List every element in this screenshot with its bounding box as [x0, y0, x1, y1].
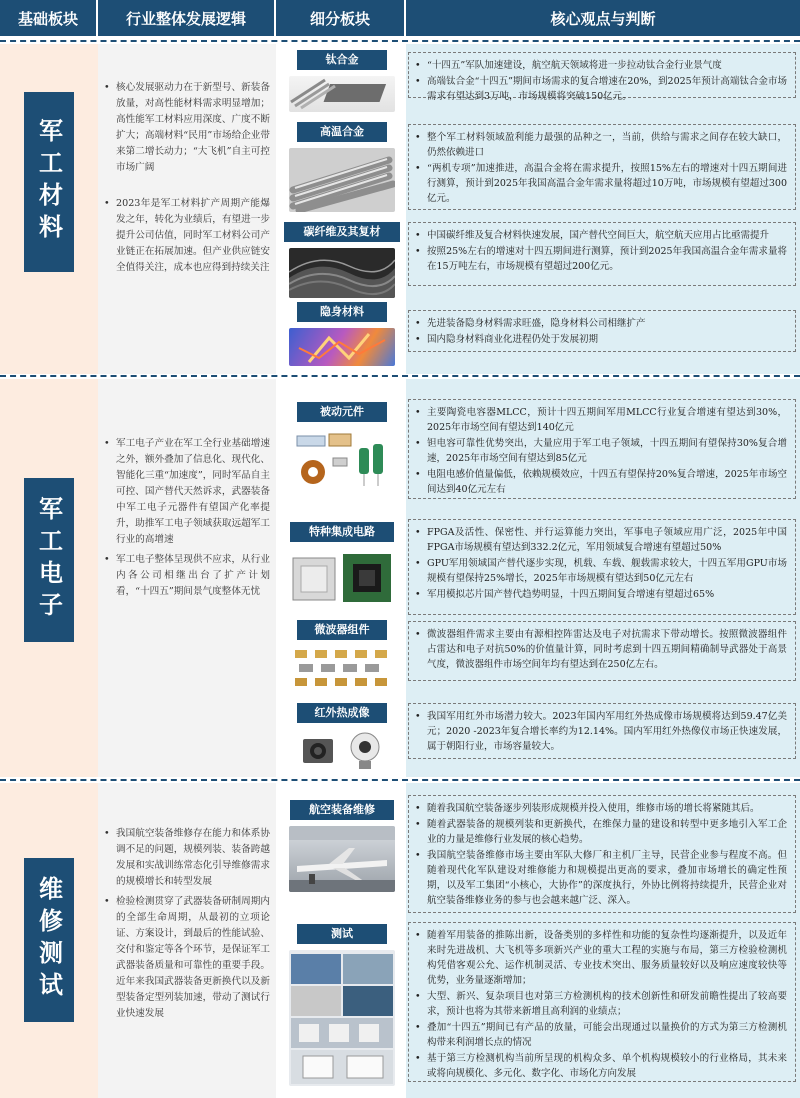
- views-carbon-fiber: [408, 222, 796, 286]
- view-point: • 大型、新兴、复杂项目也对第三方检测机构的技术创新性和研发前瞻性提出了较高要求，预计也将为其带来新增且高利润的业绩点；: [415, 989, 787, 1019]
- logic-materials: [104, 80, 270, 296]
- table-header: [0, 0, 800, 36]
- section-title-materials: 军工材料: [24, 92, 74, 272]
- logic-point: • 检验检测贯穿了武器装备研制周期内的全部生命周期，从最初的立项论证、方案设计，到最后的性能试验、交付和鉴定等各个环节，是保证军工武器装备质量和可靠性的重要手段。近年来我国武器装备更新换代以及新型装备定型列装加速，带动了测试行业快速发展: [104, 894, 270, 1022]
- ic-chips-image: [289, 548, 395, 608]
- infrared-camera-image: [289, 729, 395, 771]
- alloy-rods-image: [289, 148, 395, 212]
- section-title-electronics: 军工电子: [24, 478, 74, 642]
- view-point: • FPGA及活性、保密性、并行运算能力突出，军事电子领域应用广泛，2025年中国FPGA市场规模有望达到332.2亿元，军用领域复合增速有望超过50%: [415, 525, 787, 555]
- view-point: • 中国碳纤维及复合材料快速发展，国产替代空间巨大，航空航天应用占比亟需提升: [415, 228, 787, 243]
- sub-sector-testing: [282, 924, 402, 1086]
- view-point: • 钽电容可靠性优势突出，大量应用于军工电子领域，十四五期间有望保持30%复合增速，2025年市场空间有望达到85亿元: [415, 436, 787, 466]
- sub-sector-title: 红外热成像: [297, 703, 387, 723]
- view-point: • 电阻电感价值量偏低，依赖规模效应，十四五有望保持20%复合增速，2025年市场空间达到40亿元左右: [415, 467, 787, 497]
- titanium-bars-image: [289, 76, 395, 112]
- logic-point: • 2023年是军工材料扩产周期产能爆发之年，转化为业绩后，有望进一步提升公司估值，同时军工材料公司产业链正在拓展加速。但产业供应链安全值得关注，成本也应得到持续关注: [104, 196, 270, 276]
- sub-sector-title: 测试: [297, 924, 387, 944]
- sub-sector-title: 隐身材料: [297, 302, 387, 322]
- stealth-material-image: [289, 328, 395, 366]
- passive-components-image: [289, 428, 395, 490]
- view-point: • 高端钛合金“十四五”期间市场需求的复合增速在20%，到2025年预计高端钛合金市场需求有望达到3万吨，市场规模将突破150亿元。: [415, 74, 787, 104]
- view-point: • 随着军用装备的推陈出新，设备类别的多样性和功能的复杂性均逐渐提升，以及近年来时先进战机、大飞机等多项新兴产业的重大工程的实施与布局，第三方检验检测机构凭借客观公允、运作机制灵活、专业技术突出、服务质量较好以及响应速度较快等优势，业务量逐渐增加；: [415, 928, 787, 988]
- logic-point: • 我国航空装备维修存在能力和体系协调不足的问题，规模列装、装备跨越发展和实战训练常态化引导维修需求的规模增长和转型发展: [104, 826, 270, 890]
- sub-sector-infrared: [282, 703, 402, 771]
- logic-point: • 核心发展驱动力在于新型号、新装备放量，对高性能材料需求明显增加；高性能军工材料应用深度、广度不断扩大；高端材料“民用”市场给企业带来第二增长动力；“大飞机”自主可控市场广阔: [104, 80, 270, 176]
- views-microwave: [408, 621, 796, 681]
- view-point: • 主要陶瓷电容器MLCC，预计十四五期间军用MLCC行业复合增速有望达到30%，2025年市场空间有望达到140亿元: [415, 405, 787, 435]
- views-titanium: [408, 52, 796, 102]
- views-testing: [408, 922, 796, 1082]
- view-point: • 按照25%左右的增速对十四五期间进行测算，预计到2025年我国高温合金年需求量将在15万吨左右，市场规模有望超过200亿元。: [415, 244, 787, 274]
- sub-sector-superalloy: [282, 122, 402, 212]
- sub-sector-carbon-fiber: [282, 222, 402, 298]
- carbon-fiber-image: [289, 248, 395, 298]
- view-point: • 我国航空装备维修市场主要由军队大修厂和主机厂主导，民营企业参与程度不高。但随着现代化军队建设对维修能力和规模提出更高的要求，叠加市场增长的确定性预期，以及军工集团“小核心，大协作”的深度执行，外协比例将持续提升，民营企业对航空装备维修业务的参与也会越来越广泛、深入。: [415, 848, 787, 908]
- sub-sector-title: 微波器组件: [297, 620, 387, 640]
- views-passive-components: [408, 399, 796, 499]
- logic-maintenance: [104, 826, 270, 1042]
- view-point: • 先进装备隐身材料需求旺盛，隐身材料公司相继扩产: [415, 316, 787, 331]
- view-point: • 微波器组件需求主要由有源相控阵雷达及电子对抗需求下带动增长。按照微波器组件占雷达和电子对抗50%的价值量计算，同时考虑到十四五期间精确制导武器处于高景气度，微波器组件市场空间年均有望达到在250亿左右。: [415, 627, 787, 672]
- views-stealth: [408, 310, 796, 352]
- views-aviation-maintenance: [408, 795, 796, 913]
- view-point: • “两机专项”加速推进，高温合金将在需求提升，按照15%左右的增速对十四五期间进行测算，预计到2025年我国高温合金年需求量将超过10万吨，市场规模有望超过300亿元。: [415, 161, 787, 206]
- views-special-ic: [408, 519, 796, 615]
- sub-sector-special-ic: [282, 522, 402, 608]
- microwave-components-image: [289, 646, 395, 690]
- views-superalloy: [408, 124, 796, 210]
- header-sub-sector: 细分板块: [276, 0, 406, 36]
- header-core-views: 核心观点与判断: [406, 0, 800, 36]
- sub-sector-title: 被动元件: [297, 402, 387, 422]
- header-base-sector: 基础板块: [0, 0, 98, 36]
- logic-point: • 军工电子产业在军工全行业基础增速之外，额外叠加了信息化、现代化、智能化三重“加速度”，同时军品自主可控、国产替代天然诉求，武器装备中军工电子元器件有望国产化率提升，助推军工电子领域获取远超军工行业的高增速: [104, 436, 270, 548]
- sub-sector-aviation-maintenance: [282, 800, 402, 892]
- sub-sector-microwave: [282, 620, 402, 690]
- sub-sector-title: 航空装备维修: [290, 800, 394, 820]
- sub-sector-title: 高温合金: [297, 122, 387, 142]
- view-point: • 整个军工材料领域盈利能力最强的品种之一，当前，供给与需求之间存在较大缺口，仍然依赖进口: [415, 130, 787, 160]
- views-infrared: [408, 703, 796, 759]
- sub-sector-title: 钛合金: [297, 50, 387, 70]
- view-point: • 随着武器装备的规模列装和更新换代，在维保力量的建设和转型中更多地引入军工企业的力量是维修行业发展的核心趋势。: [415, 817, 787, 847]
- section-title-maintenance: 维修测试: [24, 858, 74, 1022]
- section-divider: [0, 40, 800, 42]
- view-point: • GPU军用领域国产替代逐步实现，机载、车载、舰载需求较大，十四五军用GPU市场规模有望保持25%增长，2025年市场规模有望达到50亿元左右: [415, 556, 787, 586]
- view-point: • “十四五”军队加速建设，航空航天领域将进一步拉动钛合金行业景气度: [415, 58, 787, 73]
- section-divider: [0, 779, 800, 781]
- view-point: • 国内隐身材料商业化进程仍处于发展初期: [415, 332, 787, 347]
- sub-sector-title: 碳纤维及其复材: [284, 222, 400, 242]
- sub-sector-title: 特种集成电路: [290, 522, 394, 542]
- logic-electronics: [104, 436, 270, 620]
- sub-sector-passive-components: [282, 402, 402, 490]
- view-point: • 我国军用红外市场潜力较大。2023年国内军用红外热成像市场规模将达到59.47亿美元；2020 -2023年复合增长率约为12.14%。国内军用红外热像仪市场正快速发展，属于朝阳行业，市场容量较大。: [415, 709, 787, 754]
- view-point: • 叠加“十四五”期间已有产品的放量，可能会出现通过以量换价的方式为第三方检测机构带来利润增长点的情况: [415, 1020, 787, 1050]
- view-point: • 随着我国航空装备逐步列装形成规模并投入使用，维修市场的增长将紧随其后。: [415, 801, 787, 816]
- sub-sector-stealth: [282, 302, 402, 366]
- header-industry-logic: 行业整体发展逻辑: [98, 0, 276, 36]
- aircraft-hangar-image: [289, 826, 395, 892]
- section-divider: [0, 375, 800, 377]
- view-point: • 基于第三方检测机构当前所呈现的机构众多、单个机构规模较小的行业格局，其未来或将向规模化、多元化、数字化、市场化方向发展: [415, 1051, 787, 1081]
- view-point: • 军用模拟芯片国产替代趋势明显，十四五期间复合增速有望超过65%: [415, 587, 787, 602]
- logic-point: • 军工电子整体呈现供不应求，从行业内各公司相继出台了扩产计划看，“十四五”期间景气度整体无忧: [104, 552, 270, 600]
- sub-sector-titanium: [282, 50, 402, 112]
- testing-lab-image: [289, 950, 395, 1086]
